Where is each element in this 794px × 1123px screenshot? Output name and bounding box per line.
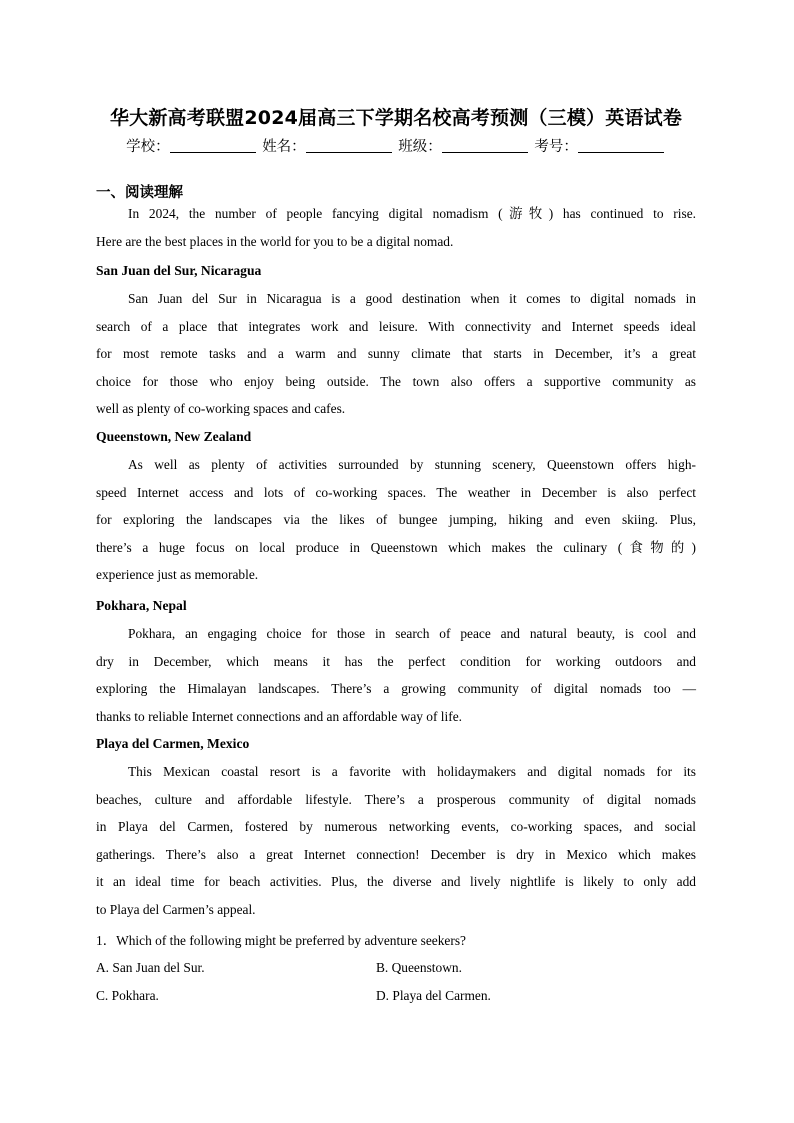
name-label: 姓名： <box>262 139 306 155</box>
paragraph-line: search of a place that integrates work and leisure. With connectivity and Internet speeds ideal <box>96 318 696 334</box>
place-heading-queenstown: Queenstown, New Zealand <box>96 429 252 444</box>
paragraph-line: experience just as memorable. <box>96 567 259 583</box>
place-paragraph-san-juan <box>96 285 696 423</box>
exam-number-blank[interactable] <box>578 138 664 153</box>
school-label: 学校： <box>126 139 170 155</box>
paragraph-line: for most remote tasks and a warm and sunny climate that starts in December, it’s a great <box>96 346 696 362</box>
question-1-stem: 1．Which of the following might be preferred by adventure seekers? <box>96 933 466 948</box>
paragraph-line: it an ideal time for beach activities. Plus, the diverse and lively nightlife is likely to only add <box>96 874 696 890</box>
paragraph-line: gatherings. There’s also a great Internet connection! December is dry in Mexico which makes <box>96 846 696 862</box>
student-info-row <box>96 135 696 156</box>
name-blank[interactable] <box>306 138 392 153</box>
exam-title: 华大新高考联盟2024届高三下学期名校高考预测（三模）英语试卷 <box>109 107 683 129</box>
exam-number-label: 考号： <box>534 139 578 155</box>
paragraph-line: San Juan del Sur in Nicaragua is a good destination when it comes to digital nomads in <box>128 291 696 306</box>
option-b[interactable]: B. Queenstown. <box>376 960 462 975</box>
option-c[interactable]: C. Pokhara. <box>96 988 159 1003</box>
paragraph-line: for exploring the landscapes via the likes of bungee jumping, hiking and even skiing. Plus, <box>96 512 696 528</box>
paragraph-line: exploring the Himalayan landscapes. There’s a growing community of digital nomads too — <box>96 681 696 697</box>
class-blank[interactable] <box>442 138 528 153</box>
option-a[interactable]: A. San Juan del Sur. <box>96 960 205 975</box>
section-title: 一、阅读理解 <box>96 185 183 201</box>
class-label: 班级： <box>398 139 442 155</box>
paragraph-line: Pokhara, an engaging choice for those in search of peace and natural beauty, is cool and <box>128 626 696 641</box>
place-paragraph-queenstown <box>96 451 696 589</box>
place-paragraph-pokhara <box>96 620 696 730</box>
paragraph-line: choice for those who enjoy being outside. The town also offers a supportive community as <box>96 373 696 389</box>
place-heading-pokhara: Pokhara, Nepal <box>96 598 187 613</box>
school-blank[interactable] <box>170 138 256 153</box>
place-heading-san-juan: San Juan del Sur, Nicaragua <box>96 263 262 278</box>
paragraph-line: As well as plenty of activities surrounded by stunning scenery, Queenstown offers high- <box>128 457 696 472</box>
paragraph-line: there’s a huge focus on local produce in Queenstown which makes the culinary (食物的) <box>96 539 696 555</box>
paragraph-line: thanks to reliable Internet connections and an affordable way of life. <box>96 708 462 724</box>
place-heading-playa-del-carmen: Playa del Carmen, Mexico <box>96 736 250 751</box>
paragraph-line: to Playa del Carmen’s appeal. <box>96 901 256 917</box>
paragraph-line: in Playa del Carmen, fostered by numerous networking events, co-working spaces, and social <box>96 819 696 835</box>
option-d[interactable]: D. Playa del Carmen. <box>376 988 491 1003</box>
paragraph-line: well as plenty of co-working spaces and cafes. <box>96 401 346 417</box>
paragraph-line: dry in December, which means it has the perfect condition for working outdoors and <box>96 653 696 669</box>
paragraph-line: speed Internet access and lots of co-working spaces. The weather in December is also perfect <box>96 484 696 500</box>
intro-line: Here are the best places in the world for you to be a digital nomad. <box>96 233 454 249</box>
intro-line: In 2024, the number of people fancying digital nomadism (游牧) has continued to rise. <box>128 206 696 221</box>
place-paragraph-playa-del-carmen <box>96 758 696 924</box>
paragraph-line: beaches, culture and affordable lifestyle. There’s a prosperous community of digital nomads <box>96 791 696 807</box>
intro-paragraph <box>96 200 696 255</box>
paragraph-line: This Mexican coastal resort is a favorite with holidaymakers and digital nomads for its <box>128 764 696 779</box>
